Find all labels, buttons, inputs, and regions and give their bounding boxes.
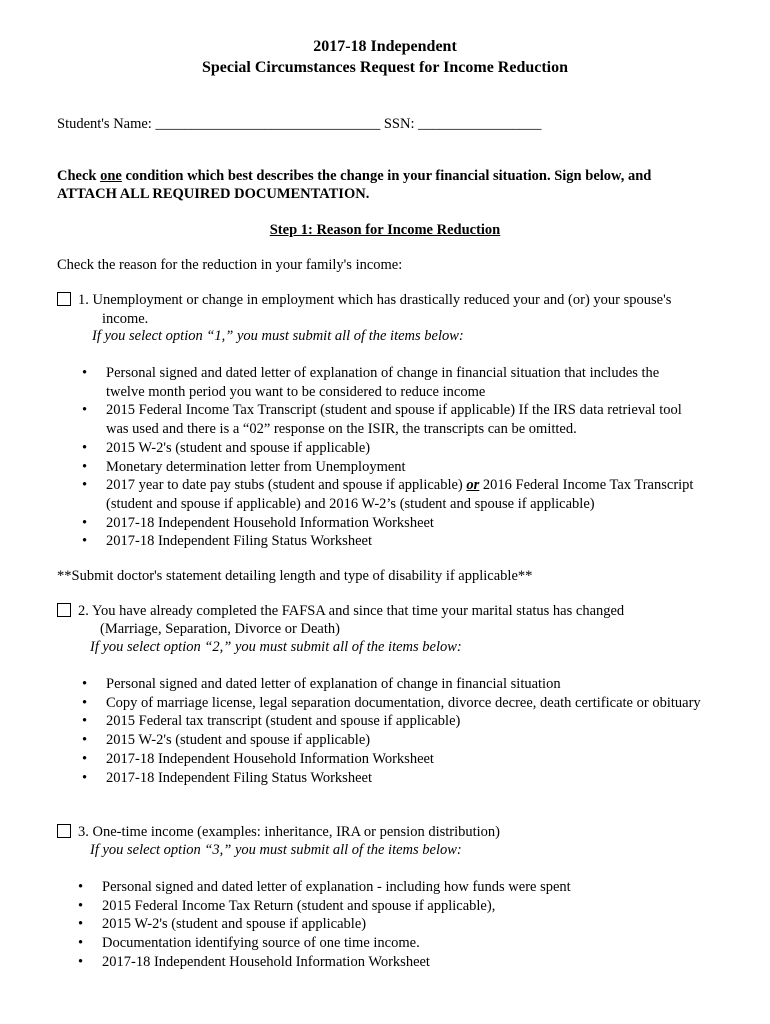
option2-label-cont: (Marriage, Separation, Divorce or Death): [100, 621, 340, 637]
list-item: • Copy of marriage license, legal separation documentation, divorce decree, death certificate or obituary: [81, 694, 701, 713]
list-item: • 2015 W-2's (student and spouse if applicable): [81, 439, 701, 458]
list-item: • Personal signed and dated letter of explanation of change in financial situation that includes the twelve month period you want to be considered to reduce income: [81, 364, 701, 401]
option3-label: 3. One-time income (examples: inheritance, IRA or pension distribution): [78, 824, 501, 840]
ssn-label: SSN:: [383, 116, 415, 132]
student-name-field[interactable]: _______________________________: [155, 116, 381, 132]
list-item: • 2017-18 Independent Household Information Worksheet: [81, 750, 701, 769]
instructions-text: condition which best describes the change in your financial situation. Sign below, and: [121, 168, 652, 184]
student-info-line: [57, 115, 541, 134]
list-item: • 2017-18 Independent Filing Status Worksheet: [81, 532, 701, 551]
list-item: • 2017-18 Independent Household Information Worksheet: [77, 953, 697, 972]
reason-prompt: Check the reason for the reduction in your family's income:: [57, 257, 403, 273]
list-item: • 2015 Federal Income Tax Transcript (student and spouse if applicable) If the IRS data retrieval tool was used and there is a “02” response on the ISIR, the transcripts can be omitted.: [81, 401, 701, 438]
list-item-text: 2016 Federal Income Tax Transcript (student and spouse if applicable) and 2016 W-2’s (student and spouse if applicable): [106, 477, 694, 512]
instructions-line1: [57, 167, 651, 186]
option1-requirements: [81, 364, 701, 551]
list-item: • Personal signed and dated letter of explanation - including how funds were spent: [77, 878, 697, 897]
list-item: • 2017-18 Independent Household Information Worksheet: [81, 514, 701, 533]
student-name-label: Student's Name:: [57, 116, 152, 132]
list-item: • 2015 W-2's (student and spouse if applicable): [77, 915, 697, 934]
list-item-emphasis: or: [466, 477, 480, 494]
option2-checkbox[interactable]: [57, 603, 71, 617]
option3-note: If you select option “3,” you must submit all of the items below:: [90, 842, 462, 858]
ssn-field[interactable]: _________________: [418, 116, 542, 132]
option1-checkbox[interactable]: [57, 292, 71, 306]
instructions-text: Check: [57, 168, 101, 184]
option3-checkbox[interactable]: [57, 824, 71, 838]
option2-label: 2. You have already completed the FAFSA and since that time your marital status has changed: [78, 603, 625, 619]
disability-note: **Submit doctor's statement detailing length and type of disability if applicable**: [57, 568, 533, 584]
instructions-line2: ATTACH ALL REQUIRED DOCUMENTATION.: [57, 186, 370, 202]
list-item: • Personal signed and dated letter of explanation of change in financial situation: [81, 675, 701, 694]
list-item: • Monetary determination letter from Unemployment: [81, 458, 701, 477]
form-title-line1: 2017-18 Independent: [313, 38, 457, 55]
list-item: • 2017-18 Independent Filing Status Worksheet: [81, 769, 701, 788]
option2-note: If you select option “2,” you must submit all of the items below:: [90, 639, 462, 655]
option1-label: 1. Unemployment or change in employment which has drastically reduced your and (or) your spouse's: [78, 292, 672, 308]
list-item-text: 2017 year to date pay stubs (student and spouse if applicable): [106, 477, 467, 494]
option3-requirements: [77, 878, 697, 972]
form-title-line2: Special Circumstances Request for Income Reduction: [201, 59, 569, 76]
list-item: [81, 476, 701, 513]
option2-requirements: [81, 675, 701, 787]
instructions-emphasis: one: [100, 168, 122, 184]
list-item: • Documentation identifying source of one time income.: [77, 934, 697, 953]
list-item: • 2015 Federal Income Tax Return (student and spouse if applicable),: [77, 897, 697, 916]
list-item: • 2015 W-2's (student and spouse if applicable): [81, 731, 701, 750]
option1-note: If you select option “1,” you must submit all of the items below:: [92, 328, 464, 344]
option1-label-cont: income.: [102, 311, 149, 327]
list-item: • 2015 Federal tax transcript (student and spouse if applicable): [81, 712, 701, 731]
step1-heading: Step 1: Reason for Income Reduction: [269, 222, 501, 238]
